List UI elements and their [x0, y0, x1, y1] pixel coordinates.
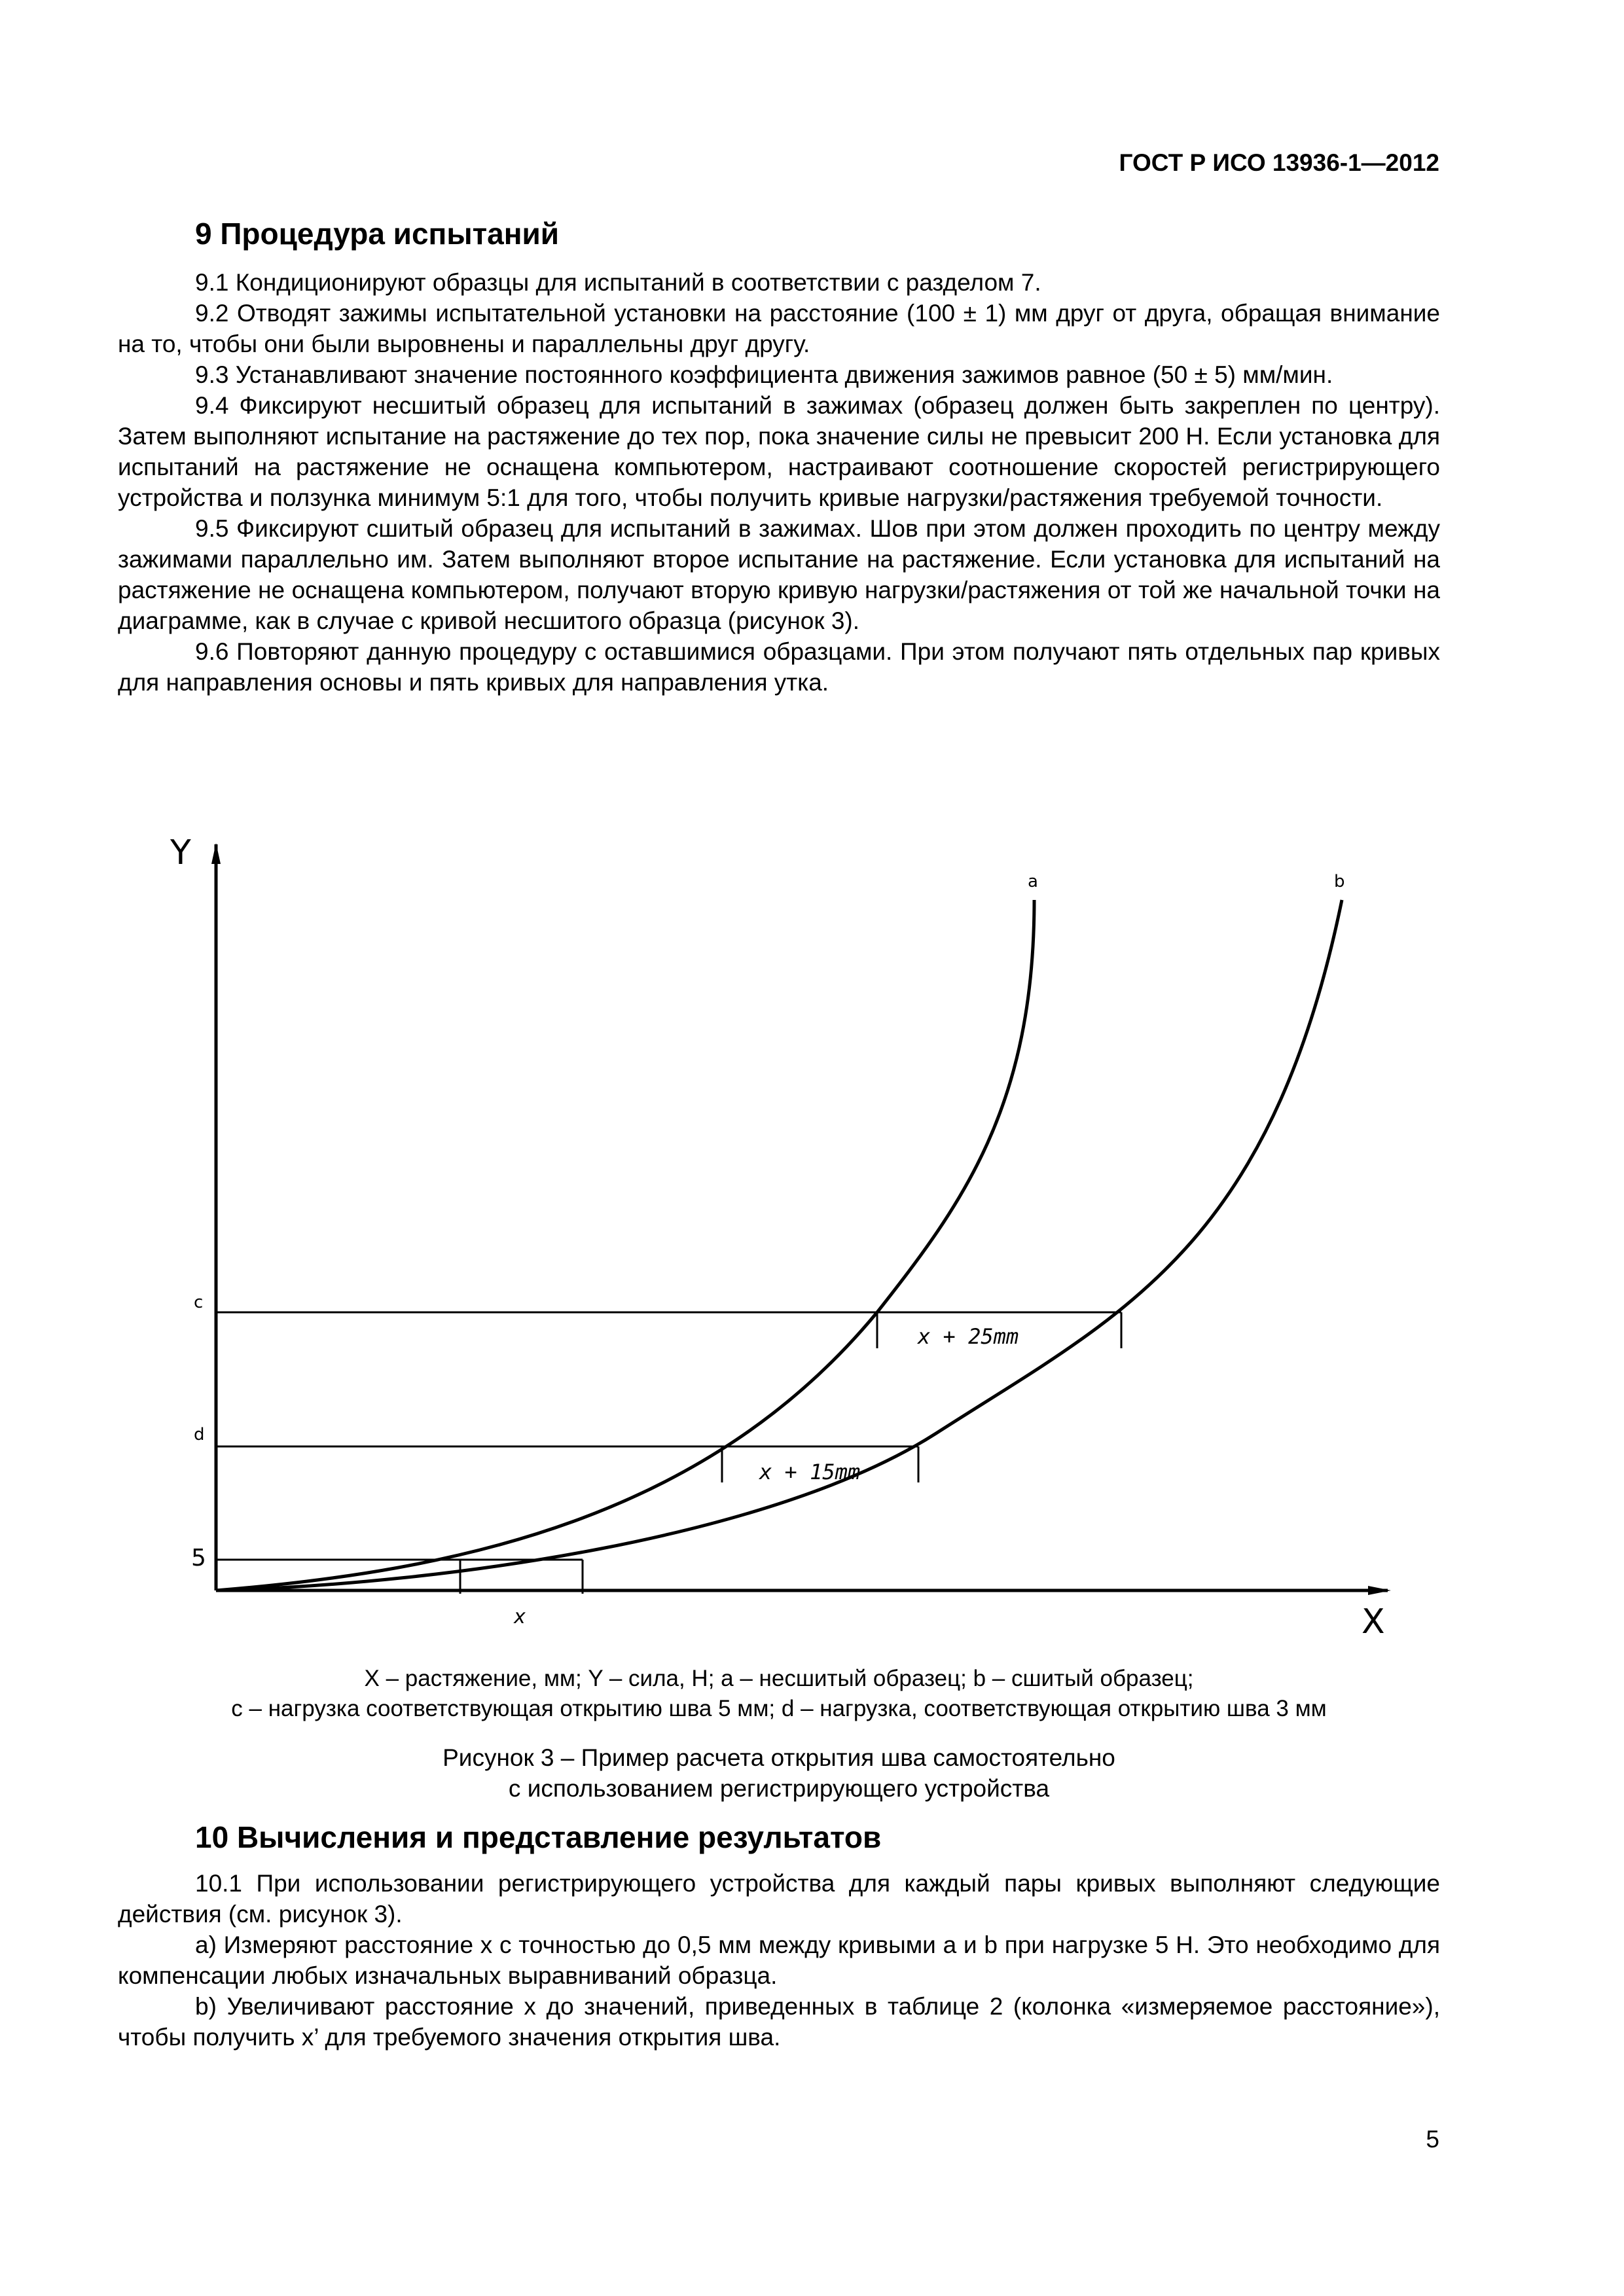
- figure-3-diagram: [118, 831, 1440, 1649]
- section-9-title: 9 Процедура испытаний: [195, 217, 560, 251]
- curve-b: [216, 900, 1342, 1590]
- paragraph-9-1: 9.1 Кондиционируют образцы для испытаний в соответствии с разделом 7.: [195, 269, 1041, 296]
- x-axis-arrow: [1368, 1586, 1391, 1595]
- curve-a-label: a: [1028, 872, 1038, 891]
- curve-b-label: b: [1334, 872, 1345, 891]
- paragraph-9-2: 9.2 Отводят зажимы испытательной установки на расстояние (100 ± 1) мм друг от друга, обращая внимание на то, чтобы они были выровнены и параллельны друг другу.: [118, 300, 1440, 357]
- curve-a: [216, 900, 1034, 1590]
- paragraph-9-4: 9.4 Фиксируют несшитый образец для испытаний в зажимах (образец должен быть закреплен по центру). Затем выполняют испытание на растяжение до тех пор, пока значение силы не превысит 200 Н. Если установка для испытаний на растяжение не оснащена компьютером, настраивают соотношение скоростей регистрирующего устройства и ползунка минимум 5:1 для того, чтобы получить кривые нагрузки/растяжения требуемой точности.: [118, 392, 1440, 511]
- section-10: [118, 1820, 1440, 2053]
- section-10-title: 10 Вычисления и представление результатов: [195, 1820, 882, 1854]
- caption-line-2: с использованием регистрирующего устройства: [508, 1775, 1050, 1802]
- span-upper-label: x + 25mm: [918, 1324, 1019, 1349]
- paragraph-10-1: 10.1 При использовании регистрирующего устройства для каждый пары кривых выполняют следующие действия (см. рисунок 3).: [118, 1870, 1440, 1928]
- legend-line-1: X – растяжение, мм; Y – сила, Н; a – несшитый образец; b – сшитый образец;: [364, 1666, 1194, 1691]
- span-lower-label: x: [514, 1605, 526, 1628]
- figure-3-svg: [118, 831, 1440, 1649]
- legend-line-2: c – нагрузка соответствующая открытию шва 5 мм; d – нагрузка, соответствующая открытию шва 3 мм: [231, 1696, 1327, 1721]
- paragraph-9-5: 9.5 Фиксируют сшитый образец для испытаний в зажимах. Шов при этом должен проходить по центру между зажимами параллельно им. Затем выполняют второе испытание на растяжение. Если установка для испытаний на растяжение не оснащена компьютером, получают вторую кривую нагрузки/растяжения от той же начальной точки на диаграмме, как в случае с кривой несшитого образца (рисунок 3).: [118, 515, 1440, 634]
- figure-caption: [118, 1742, 1440, 1804]
- document-header: ГОСТ Р ИСО 13936-1—2012: [1119, 149, 1439, 176]
- level-5-label: 5: [191, 1545, 206, 1571]
- paragraph-9-6: 9.6 Повторяют данную процедуру с оставшимися образцами. При этом получают пять отдельных пар кривых для направления основы и пять кривых для направления утка.: [118, 638, 1440, 696]
- y-axis-arrow: [211, 843, 221, 864]
- level-d-label: d: [194, 1425, 205, 1444]
- paragraph-9-3: 9.3 Устанавливают значение постоянного коэффициента движения зажимов равное (50 ± 5) мм/мин.: [195, 361, 1333, 388]
- section-9: [118, 216, 1440, 698]
- x-axis-label: X: [1362, 1602, 1385, 1641]
- y-axis-label: Y: [170, 833, 191, 872]
- caption-line-1: Рисунок 3 – Пример расчета открытия шва самостоятельно: [442, 1744, 1115, 1771]
- span-middle-label: x + 15mm: [759, 1460, 861, 1484]
- paragraph-10-1-a: a) Измеряют расстояние x с точностью до 0,5 мм между кривыми a и b при нагрузке 5 Н. Это необходимо для компенсации любых изначальных выравниваний образца.: [118, 1931, 1440, 1989]
- page-number: 5: [1426, 2126, 1439, 2153]
- figure-legend: [118, 1664, 1440, 1724]
- level-c-label: c: [194, 1293, 204, 1312]
- paragraph-10-1-b: b) Увеличивают расстояние x до значений, приведенных в таблице 2 (колонка «измеряемое расстояние»), чтобы получить x’ для требуемого значения открытия шва.: [118, 1993, 1440, 2051]
